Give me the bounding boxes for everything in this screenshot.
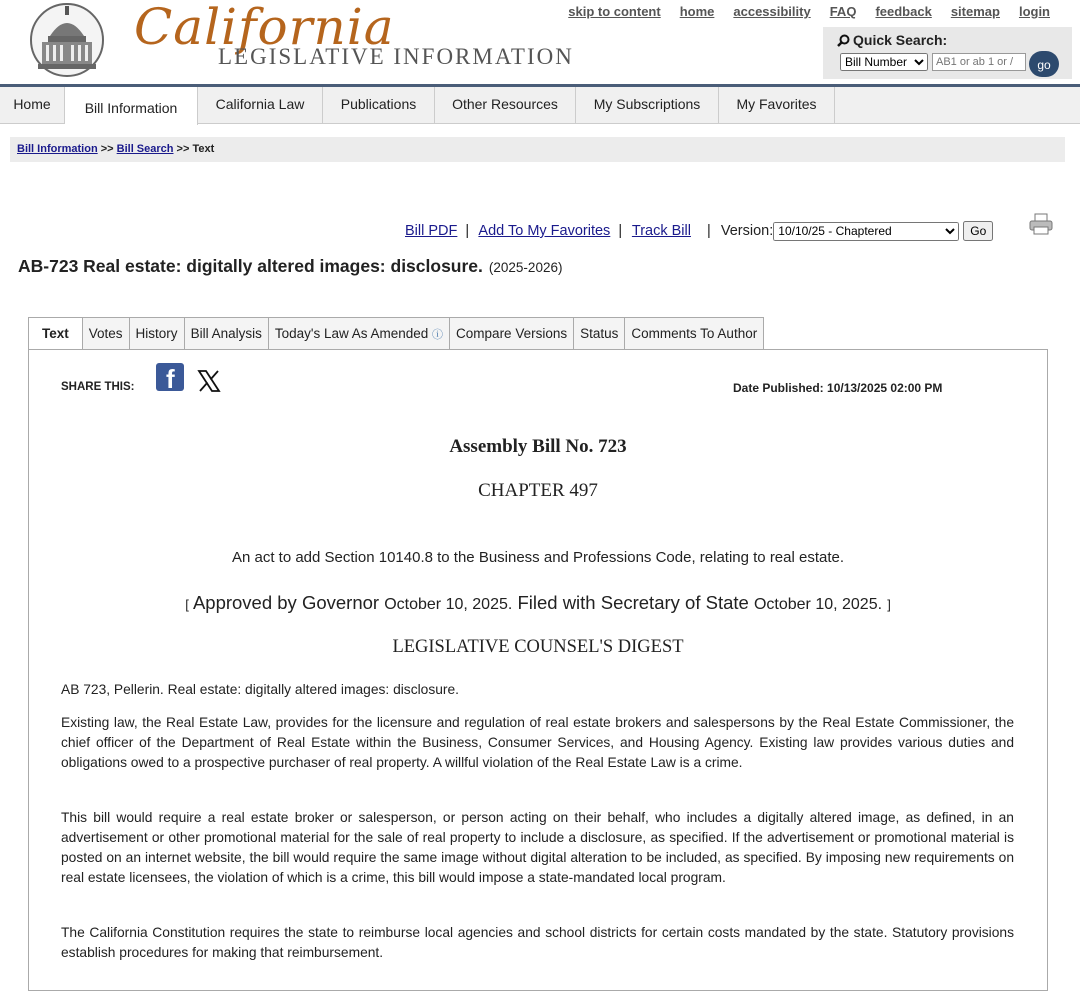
quick-search-title: [837, 32, 947, 48]
capitol-dome-logo[interactable]: [28, 2, 106, 78]
quick-search-panel: [823, 27, 1072, 79]
bill-toolbar: Bill PDF | Add To My Favorites | Track Bill | Version: 10/10/25 - Chaptered Go: [405, 221, 993, 241]
tab-comments-to-author[interactable]: Comments To Author: [625, 317, 764, 350]
approval-line: [0, 592, 1076, 614]
act-description: An act to add Section 10140.8 to the Business and Professions Code, relating to real estate.: [231, 549, 845, 566]
faq-link[interactable]: FAQ: [829, 4, 857, 19]
accessibility-link[interactable]: accessibility: [733, 4, 811, 19]
bill-title: AB-723 Real estate: digitally altered images: disclosure.: [18, 256, 483, 276]
approved-date: October 10, 2025.: [384, 596, 513, 613]
utility-links: [568, 4, 1050, 19]
track-bill-link[interactable]: Track Bill: [631, 223, 691, 239]
breadcrumb-bill-information[interactable]: Bill Information: [17, 143, 98, 155]
breadcrumb-separator: >>: [97, 143, 117, 155]
quick-search-input[interactable]: [932, 53, 1026, 71]
date-published: Date Published: 10/13/2025 02:00 PM: [733, 381, 943, 395]
tab-status[interactable]: Status: [574, 317, 625, 350]
skip-to-content-link[interactable]: skip to content: [568, 4, 661, 19]
site-header: [0, 0, 1080, 86]
home-link[interactable]: home: [679, 4, 715, 19]
quick-search-go-button[interactable]: go: [1029, 51, 1059, 77]
logo-subtitle: LEGISLATIVE INFORMATION: [218, 44, 574, 69]
version-go-button[interactable]: Go: [963, 221, 993, 241]
quick-search-label: Quick Search:: [853, 32, 948, 48]
facebook-icon[interactable]: f: [156, 363, 184, 391]
breadcrumb: [10, 137, 1065, 162]
chapter-heading: CHAPTER 497: [478, 480, 598, 501]
main-nav: [0, 84, 1080, 124]
bill-number-heading: Assembly Bill No. 723: [449, 436, 627, 457]
tab-history[interactable]: History: [130, 317, 185, 350]
tab-bill-analysis[interactable]: Bill Analysis: [185, 317, 269, 350]
breadcrumb-bill-search[interactable]: Bill Search: [116, 143, 174, 155]
add-favorites-link[interactable]: Add To My Favorites: [478, 223, 611, 239]
version-label: Version:: [720, 223, 774, 239]
breadcrumb-separator: >>: [173, 143, 193, 155]
digest-paragraph: The California Constitution requires the state to reimburse local agencies and school districts for certain costs mandated by the state. Statutory provisions establish procedures for making that reimbursement.: [61, 925, 1014, 960]
nav-publications[interactable]: Publications: [323, 87, 435, 123]
tab-compare-versions[interactable]: Compare Versions: [450, 317, 574, 350]
printer-icon[interactable]: [1029, 213, 1053, 235]
nav-my-subscriptions[interactable]: My Subscriptions: [576, 87, 719, 123]
digest-heading: LEGISLATIVE COUNSEL'S DIGEST: [392, 637, 684, 657]
logo-california-script: California: [134, 0, 395, 56]
digest-paragraph: AB 723, Pellerin. Real estate: digitally altered images: disclosure.: [61, 682, 460, 697]
nav-california-law[interactable]: California Law: [198, 87, 323, 123]
nav-home[interactable]: Home: [0, 87, 65, 123]
tab-text[interactable]: Text: [28, 317, 83, 350]
version-select[interactable]: [773, 222, 959, 241]
tab-todays-law-label: Today's Law As Amended: [274, 326, 429, 341]
nav-bill-information[interactable]: Bill Information: [65, 87, 198, 125]
bill-tabs: [28, 317, 764, 350]
tab-todays-law[interactable]: [269, 317, 450, 350]
filed-date: October 10, 2025.: [753, 596, 883, 613]
share-label: SHARE THIS:: [61, 381, 135, 393]
search-type-select[interactable]: [840, 53, 928, 71]
approval-close-bracket: ]: [887, 597, 891, 612]
search-icon: [837, 34, 850, 47]
x-twitter-icon[interactable]: [197, 369, 221, 393]
nav-other-resources[interactable]: Other Resources: [435, 87, 576, 123]
bill-title-row: [18, 256, 562, 277]
tab-votes[interactable]: Votes: [83, 317, 130, 350]
digest-paragraph: Existing law, the Real Estate Law, provides for the licensure and regulation of real estate brokers and salespersons by the Real Estate Commissioner, the chief officer of the Department of Real Estate within the Business, Consumer Services, and Housing Agency. Existing law provides various duties and obligations owed to a prospective purchaser of real property. A willful violation of the Real Estate Law is a crime.: [61, 715, 1014, 770]
nav-my-favorites[interactable]: My Favorites: [719, 87, 835, 123]
sitemap-link[interactable]: sitemap: [950, 4, 1000, 19]
breadcrumb-current: Text: [192, 143, 215, 155]
bill-pdf-link[interactable]: Bill PDF: [405, 223, 458, 239]
bill-session: (2025-2026): [488, 260, 563, 275]
info-icon[interactable]: ⓘ: [432, 329, 444, 341]
digest-paragraph: This bill would require a real estate broker or salesperson, or person acting on their behalf, who includes a digitally altered image, as defined, in an advertisement or other promotional material for the sale of real property to include a disclosure, as specified. If the advertisement or promotional material is posted on an internet website, the bill would require the same image without digital alteration to be included, as specified. By imposing new requirements on real estate licensees, the violation of which is a crime, this bill would impose a state-mandated local program.: [61, 810, 1014, 885]
filed-label: Filed with Secretary of State: [517, 592, 749, 613]
feedback-link[interactable]: feedback: [875, 4, 932, 19]
login-link[interactable]: login: [1018, 4, 1050, 19]
approved-by-label: Approved by Governor: [192, 592, 380, 613]
approval-open-bracket: [: [185, 597, 189, 612]
